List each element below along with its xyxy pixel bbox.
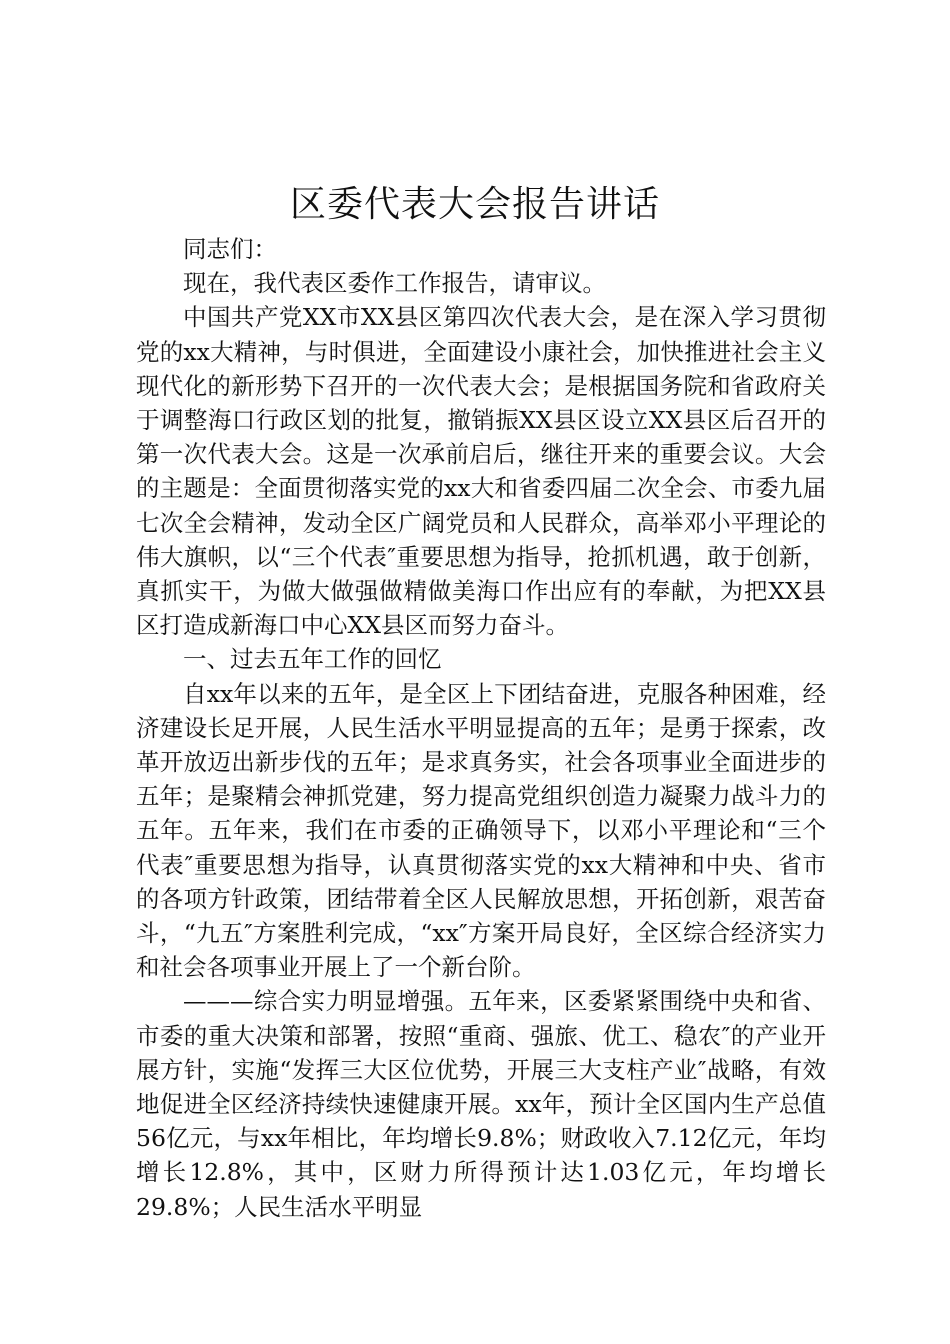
paragraph-review: 自xx年以来的五年，是全区上下团结奋进，克服各种困难，经济建设长足开展，人民生活水平明显提高的五年；是勇于探索，改革开放迈出新步伐的五年；是求真务实，社会各项事业全面进步的五年；是聚精会神抓党建，努力提高党组织创造力凝聚力战斗力的五年。五年来，我们在市委的正确领导下，以邓小平理论和“三个代表″重要思想为指导，认真贯彻落实党的xx大精神和中央、省市的各项方针政策，团结带着全区人民解放思想，开拓创新，艰苦奋斗，“九五″方案胜利完成，“xx″方案开局良好，全区综合经济实力和社会各项事业开展上了一个新台阶。 (136, 679, 826, 982)
paragraph-intro: 现在，我代表区委作工作报告，请审议。 (183, 269, 606, 298)
document-body (136, 232, 826, 1224)
paragraph-strength: ———综合实力明显增强。五年来，区委紧紧围绕中央和省、市委的重大决策和部署，按照“重商、强旅、优工、稳农″的产业开展方针，实施“发挥三大区位优势，开展三大支柱产业″战略，有效地促进全区经济持续快速健康开展。xx年，预计全区国内生产总值56亿元，与xx年相比，年均增长9.8%；财政收入7.12亿元，年均增长12.8%，其中，区财力所得预计达1.03亿元，年均增长29.8%；人民生活水平明显 (136, 987, 826, 1221)
paragraph-salutation: 同志们： (183, 235, 277, 263)
paragraph-congress: 中国共产党XX市XX县区第四次代表大会，是在深入学习贯彻党的xx大精神，与时俱进，全面建设小康社会，加快推进社会主义现代化的新形势下召开的一次代表大会；是根据国务院和省政府关于调整海口行政区划的批复，撤销振XX县区设立XX县区后召开的第一次代表大会。这是一次承前启后，继往开来的重要会议。大会的主题是：全面贯彻落实党的xx大和省委四届二次全会、市委九届七次全会精神，发动全区广阔党员和人民群众，高举邓小平理论的伟大旗帜，以“三个代表″重要思想为指导，抢抓机遇，敢于创新，真抓实干，为做大做强做精做美海口作出应有的奉献，为把XX县区打造成新海口中心XX县区而努力奋斗。 (136, 303, 826, 640)
section-heading: 一、过去五年工作的回忆 (183, 645, 442, 674)
document-title: 区委代表大会报告讲话 (289, 184, 660, 225)
